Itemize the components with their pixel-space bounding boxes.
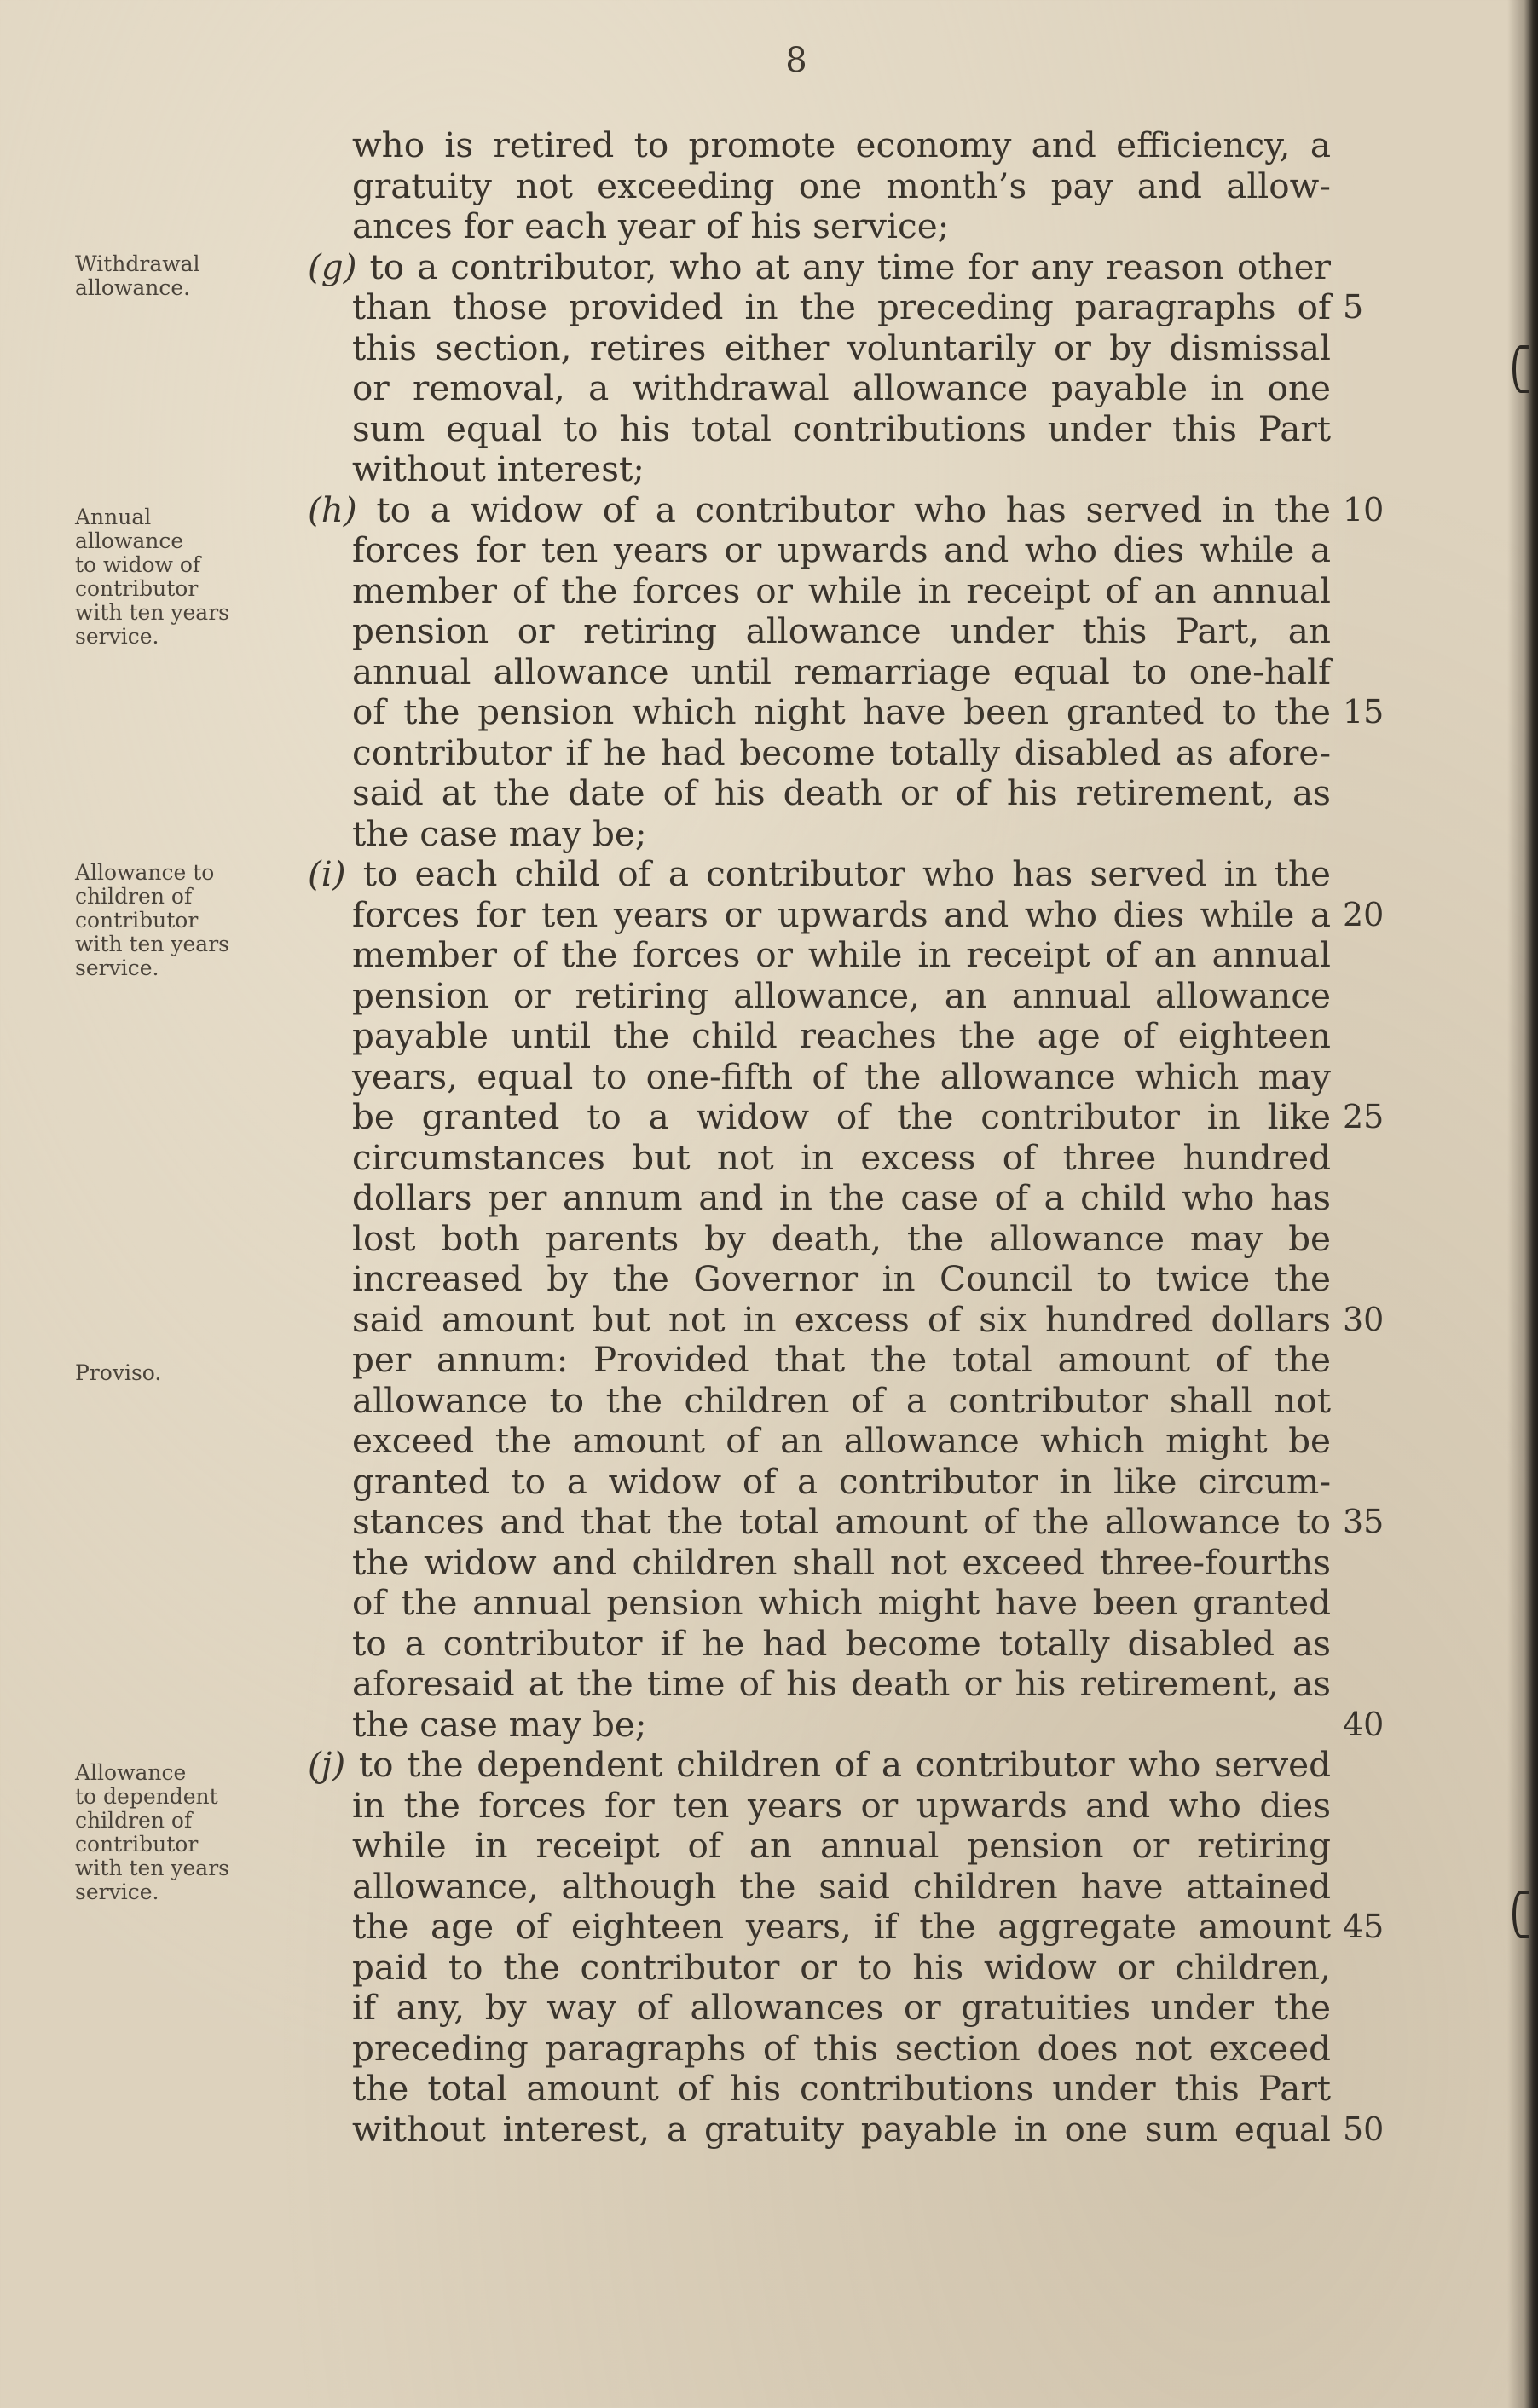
text-line-content: the case may be; (352, 812, 647, 854)
margin-note-withdrawal-allowance (75, 252, 271, 300)
text-line (352, 1703, 1385, 1746)
text-line-content: aforesaid at the time of his death or his retirement, as (352, 1663, 1331, 1704)
text-line-content: to the dependent children of a contributor who served (358, 1744, 1331, 1785)
text-line-content: exceed the amount of an allowance which might be (352, 1420, 1331, 1461)
text-line-content: ances for each year of his service; (352, 205, 950, 246)
text-line (352, 814, 1331, 855)
text-line (352, 1786, 1331, 1827)
text-line-content: lost both parents by death, the allowance may be (352, 1217, 1331, 1259)
text-line (352, 1178, 1331, 1219)
text-line (352, 368, 1331, 409)
text-line-content: the age of eighteen years, if the aggregate amount (352, 1906, 1331, 1947)
text-line (352, 1988, 1331, 2029)
binding-mark (1512, 1891, 1529, 1938)
text-line-content: without interest; (352, 448, 645, 489)
text-line (352, 1948, 1331, 1989)
text-line-content: allowance to the children of a contributor shall not (352, 1379, 1331, 1421)
line-number: 25 (1343, 1098, 1385, 1135)
text-line-content: sum equal to his total contributions under this Part (352, 407, 1331, 449)
text-line (352, 1421, 1331, 1462)
margin-note-line: Proviso. (75, 1360, 162, 1385)
text-line-content: than those provided in the preceding paragraphs of (352, 286, 1331, 327)
line-number: 15 (1343, 693, 1385, 730)
paragraph-label-j: (j) (308, 1744, 346, 1785)
text-line (352, 286, 1364, 328)
page-number: 8 (785, 41, 807, 80)
binding-mark (1512, 345, 1529, 393)
text-line (352, 1340, 1331, 1381)
text-line (352, 733, 1331, 774)
text-line (308, 1745, 1331, 1786)
text-line (352, 206, 1331, 247)
text-line (352, 1057, 1331, 1098)
margin-note-line: to dependent (75, 1784, 218, 1809)
text-line (352, 893, 1385, 936)
text-line-content: or removal, a withdrawal allowance payable in one (352, 367, 1331, 408)
text-line (352, 1826, 1331, 1867)
text-line (352, 1096, 1385, 1138)
text-line-content: increased by the Governor in Council to twice the (352, 1258, 1331, 1299)
text-line-content: the case may be; (352, 1703, 647, 1745)
margin-note-dependent-children (75, 1761, 271, 1904)
text-line (352, 1906, 1385, 1948)
line-number: 20 (1343, 895, 1385, 933)
text-line (352, 1259, 1331, 1300)
line-number: 45 (1343, 1908, 1385, 1945)
text-line-content: member of the forces or while in receipt of an annual (352, 934, 1331, 975)
text-line-content: if any, by way of allowances or gratuities under the (352, 1987, 1331, 2028)
text-line (352, 1543, 1331, 1584)
text-line (352, 449, 1331, 490)
text-line (352, 328, 1331, 369)
text-line (308, 488, 1385, 531)
text-line (352, 1583, 1331, 1624)
line-number: 10 (1343, 490, 1385, 528)
text-line-content: to each child of a contributor who has served in the (362, 853, 1331, 894)
text-line-content: in the forces for ten years or upwards and who dies (352, 1784, 1331, 1826)
margin-note-children-allowance (75, 861, 271, 980)
margin-note-widow-allowance (75, 505, 271, 649)
text-line-content: contributor if he had become totally disabled as afore- (352, 731, 1331, 773)
text-line-content: to a contributor, who at any time for any reason other (369, 245, 1331, 287)
text-line-content: of the pension which night have been granted to the (352, 691, 1331, 732)
margin-note-line: to widow of (75, 552, 201, 577)
text-line-content: this section, retires either voluntarily or by dismissal (352, 326, 1331, 368)
margin-note-line: service. (75, 956, 159, 980)
text-line (308, 247, 1331, 288)
text-line (352, 125, 1331, 166)
text-line-content: allowance, although the said children have attained (352, 1865, 1331, 1907)
text-line (352, 2069, 1331, 2110)
text-line (352, 1138, 1331, 1179)
margin-note-line: Annual (75, 505, 152, 529)
line-number: 30 (1343, 1300, 1385, 1338)
text-line-content: per annum: Provided that the total amount of the (352, 1339, 1331, 1380)
text-line (352, 773, 1331, 814)
margin-note-line: Withdrawal (75, 251, 200, 276)
text-line-content: forces for ten years or upwards and who dies while a (352, 529, 1331, 570)
text-line (352, 691, 1385, 733)
text-line (352, 409, 1331, 450)
text-line (352, 571, 1331, 612)
margin-note-line: allowance (75, 528, 184, 553)
text-line-content: member of the forces or while in receipt of an annual (352, 569, 1331, 611)
paragraph-label-g: (g) (308, 245, 357, 287)
text-line-content: while in receipt of an annual pension or retiring (352, 1825, 1331, 1866)
text-line-content: forces for ten years or upwards and who dies while a (352, 893, 1331, 935)
text-line-content: to a widow of a contributor who has served in the (376, 488, 1332, 530)
margin-note-line: service. (75, 624, 159, 649)
text-line-content: years, equal to one-fifth of the allowance which may (352, 1055, 1331, 1097)
text-line-content: circumstances but not in excess of three hundred (352, 1136, 1331, 1178)
text-line-content: dollars per annum and in the case of a child who has (352, 1177, 1331, 1218)
text-line (352, 611, 1331, 652)
text-line (352, 1501, 1385, 1543)
margin-note-line: Allowance (75, 1760, 187, 1785)
margin-note-line: children of (75, 884, 193, 909)
text-line (352, 530, 1331, 571)
text-line (352, 1381, 1331, 1422)
text-line-content: to a contributor if he had become totally disabled as (352, 1622, 1331, 1664)
margin-note-line: with ten years (75, 932, 229, 956)
text-line-content: the widow and children shall not exceed three-fourths (352, 1541, 1331, 1583)
text-line (352, 976, 1331, 1017)
margin-note-line: with ten years (75, 600, 229, 625)
text-line (308, 854, 1331, 895)
paragraph-label-i: (i) (308, 853, 346, 894)
text-line (352, 2029, 1331, 2070)
margin-note-line: with ten years (75, 1856, 229, 1880)
text-line-content: preceding paragraphs of this section does not exceed (352, 2027, 1331, 2069)
text-line (352, 1867, 1331, 1908)
margin-note-line: children of (75, 1808, 193, 1833)
text-line (352, 652, 1331, 693)
text-line (352, 1664, 1331, 1705)
margin-note-line: contributor (75, 1832, 199, 1857)
text-line-content: gratuity not exceeding one month’s pay and allow- (352, 165, 1331, 206)
text-line (352, 166, 1331, 207)
text-line-content: paid to the contributor or to his widow or children, (352, 1946, 1331, 1988)
text-line-content: of the annual pension which might have been granted (352, 1582, 1331, 1623)
text-line-content: annual allowance until remarriage equal to one-half (352, 650, 1331, 692)
text-line-content: be granted to a widow of the contributor in like (352, 1096, 1331, 1137)
margin-note-line: Allowance to (75, 860, 215, 885)
text-line-content: pension or retiring allowance, an annual allowance (352, 974, 1331, 1016)
text-line-content: granted to a widow of a contributor in like circum- (352, 1460, 1331, 1502)
text-line (352, 1016, 1331, 1057)
margin-note-line: service. (75, 1880, 159, 1904)
line-number: 40 (1343, 1705, 1385, 1743)
text-line-content: stances and that the total amount of the allowance to (352, 1501, 1331, 1542)
text-line-content: said amount but not in excess of six hundred dollars (352, 1298, 1331, 1340)
paragraph-label-h: (h) (308, 488, 357, 530)
statute-text (308, 124, 1385, 2150)
text-line-content: pension or retiring allowance under this Part, an (352, 610, 1331, 651)
text-line-content: payable until the child reaches the age of eighteen (352, 1015, 1331, 1056)
margin-note-line: contributor (75, 576, 199, 601)
text-line (352, 1624, 1331, 1665)
text-line (352, 1298, 1385, 1341)
text-line (352, 1462, 1331, 1503)
margin-note-proviso (75, 1361, 271, 1385)
text-line (352, 1219, 1331, 1260)
line-number: 50 (1343, 2110, 1385, 2148)
text-line-content: the total amount of his contributions under this Part (352, 2068, 1331, 2109)
text-line (352, 2108, 1385, 2151)
line-number: 35 (1343, 1503, 1385, 1540)
margin-note-line: contributor (75, 908, 199, 933)
margin-note-line: allowance. (75, 275, 191, 300)
text-line-content: said at the date of his death or of his retirement, as (352, 772, 1331, 813)
line-number: 5 (1343, 288, 1364, 326)
text-line-content: without interest, a gratuity payable in one sum equal (352, 2108, 1331, 2150)
text-line (352, 935, 1331, 976)
text-line-content: who is retired to promote economy and efficiency, a (352, 124, 1331, 165)
